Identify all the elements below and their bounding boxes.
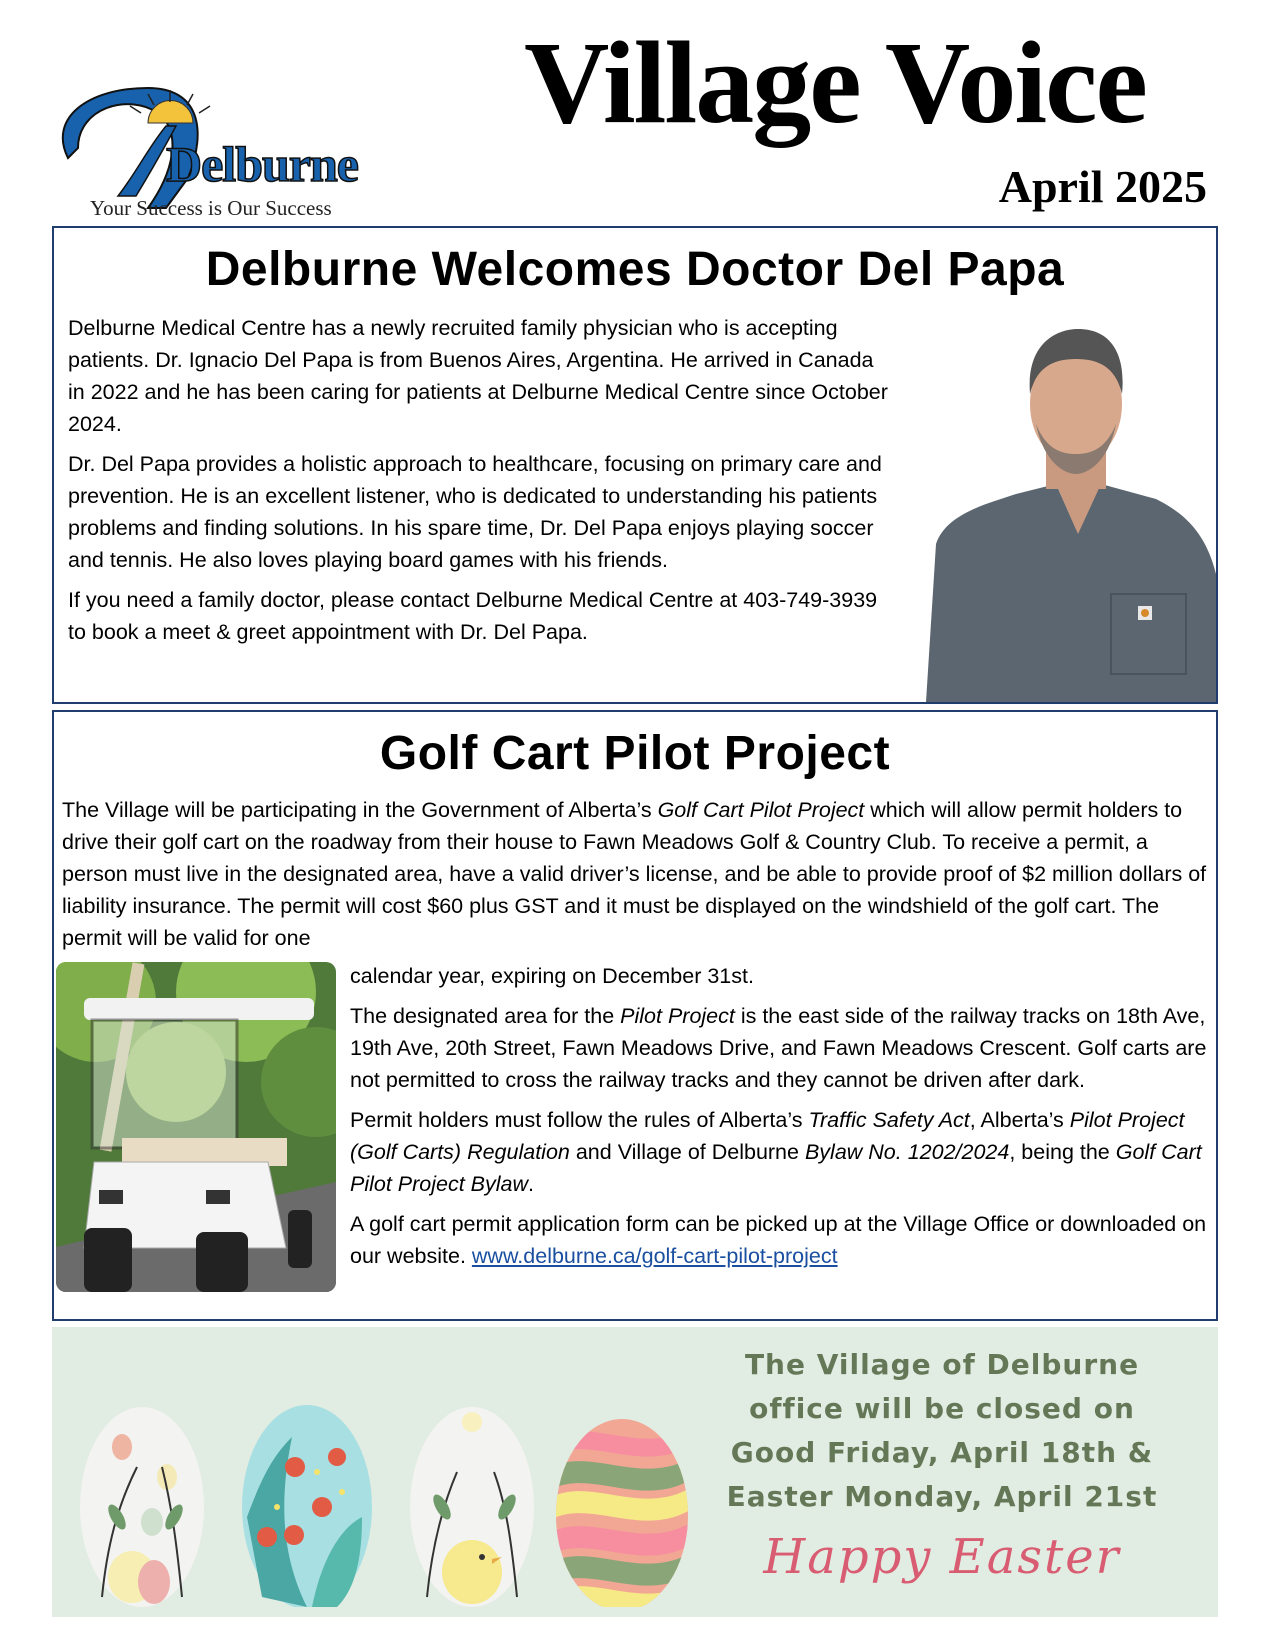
chick-egg-icon bbox=[410, 1407, 534, 1607]
office-closure-message bbox=[692, 1343, 1192, 1519]
italic-title: Golf Cart Pilot Project bbox=[657, 798, 865, 822]
logo-wordmark: Delburne bbox=[166, 136, 358, 192]
italic-title: Pilot Project (Golf Carts) Regulation bbox=[350, 1108, 1185, 1164]
text-run: , Alberta’s bbox=[969, 1108, 1070, 1132]
text-run: and Village of Delburne bbox=[569, 1140, 805, 1164]
text-run: which will allow permit holders to drive their golf cart on the roadway from their house to Fawn Meadows Golf & Country Club. To receive a permit, a person must live in the designated area, have a valid driver’s license, and be able to provide proof of $2 million dollars of liability insurance. The permit will cost $60 plus GST and it must be displayed on the windshield of the golf cart. The permit will be valid for one bbox=[62, 798, 1207, 950]
text-run: The Village will be participating in the Government of Alberta’s bbox=[62, 798, 658, 822]
golf-cart-website-link[interactable]: www.delburne.ca/golf-cart-pilot-project bbox=[471, 1244, 838, 1268]
italic-title: Traffic Safety Act bbox=[808, 1108, 970, 1132]
text-run: Permit holders must follow the rules of Alberta’s bbox=[350, 1108, 809, 1132]
doctor-paragraph: If you need a family doctor, please contact Delburne Medical Centre at 403-749-3939 to book a meet & greet appointment with Dr. Del Papa. bbox=[68, 588, 878, 644]
golf-article-heading: Golf Cart Pilot Project bbox=[379, 727, 891, 780]
golf-cart-article bbox=[52, 710, 1218, 1321]
delburne-logo bbox=[48, 78, 418, 218]
italic-title: Bylaw No. 1202/2024 bbox=[804, 1140, 1010, 1164]
issue-date: April 2025 bbox=[998, 161, 1207, 212]
closure-line: Good Friday, April 18th & bbox=[730, 1436, 1154, 1469]
doctor-paragraph: Dr. Del Papa provides a holistic approach to healthcare, focusing on primary care and prevention. He is an excellent listener, who is dedicated to understanding his patients problems and finding solutions. In his spare time, Dr. Del Papa enjoys playing soccer and tennis. He also loves playing board games with his friends. bbox=[68, 452, 882, 572]
doctor-article-heading: Delburne Welcomes Doctor Del Papa bbox=[205, 243, 1065, 296]
doctor-article-body bbox=[68, 312, 888, 656]
golf-paragraph-1-continued: calendar year, expiring on December 31st. bbox=[350, 964, 754, 988]
closure-line: Easter Monday, April 21st bbox=[726, 1480, 1158, 1513]
golf-body bbox=[62, 794, 1208, 1296]
happy-easter-greeting: Happy Easter bbox=[763, 1529, 1121, 1585]
golf-paragraph-1 bbox=[62, 794, 1208, 954]
newsletter-title: Village Voice bbox=[524, 17, 1146, 148]
teal-egg-icon bbox=[242, 1405, 372, 1607]
text-run: . bbox=[528, 1172, 535, 1196]
easter-closure-banner bbox=[52, 1327, 1218, 1617]
closure-line: The Village of Delburne bbox=[744, 1348, 1140, 1381]
italic-title: Golf Cart Pilot Project Bylaw bbox=[350, 1140, 1202, 1196]
doctor-article bbox=[52, 226, 1218, 704]
striped-egg-icon bbox=[552, 1417, 692, 1607]
easter-eggs-illustration bbox=[62, 1397, 702, 1607]
closure-line: office will be closed on bbox=[749, 1392, 1135, 1425]
doctor-photo bbox=[926, 304, 1216, 702]
doctor-paragraph: Delburne Medical Centre has a newly recruited family physician who is accepting patients. Dr. Ignacio Del Papa is from Buenos Aires, Argentina. He arrived in Canada in 2022 and he has been caring for patients at Delburne Medical Centre since October 2024. bbox=[68, 316, 888, 436]
text-run: is the east side of the railway tracks on 18th Ave, 19th Ave, 20th Street, Fawn Meadows Drive, and Fawn Meadows Crescent. Golf carts are not permitted to cross the railway tracks and they cannot be driven after dark. bbox=[350, 1004, 1207, 1092]
floral-egg-icon bbox=[80, 1407, 204, 1607]
text-run: The designated area for the bbox=[350, 1004, 621, 1028]
text-run: A golf cart permit application form can be picked up at the Village Office or downloaded on our website. bbox=[350, 1212, 1207, 1268]
text-run: , being the bbox=[1009, 1140, 1116, 1164]
golf-cart-photo bbox=[56, 962, 336, 1292]
italic-title: Pilot Project bbox=[620, 1004, 735, 1028]
logo-tagline: Your Success is Our Success bbox=[90, 196, 332, 220]
